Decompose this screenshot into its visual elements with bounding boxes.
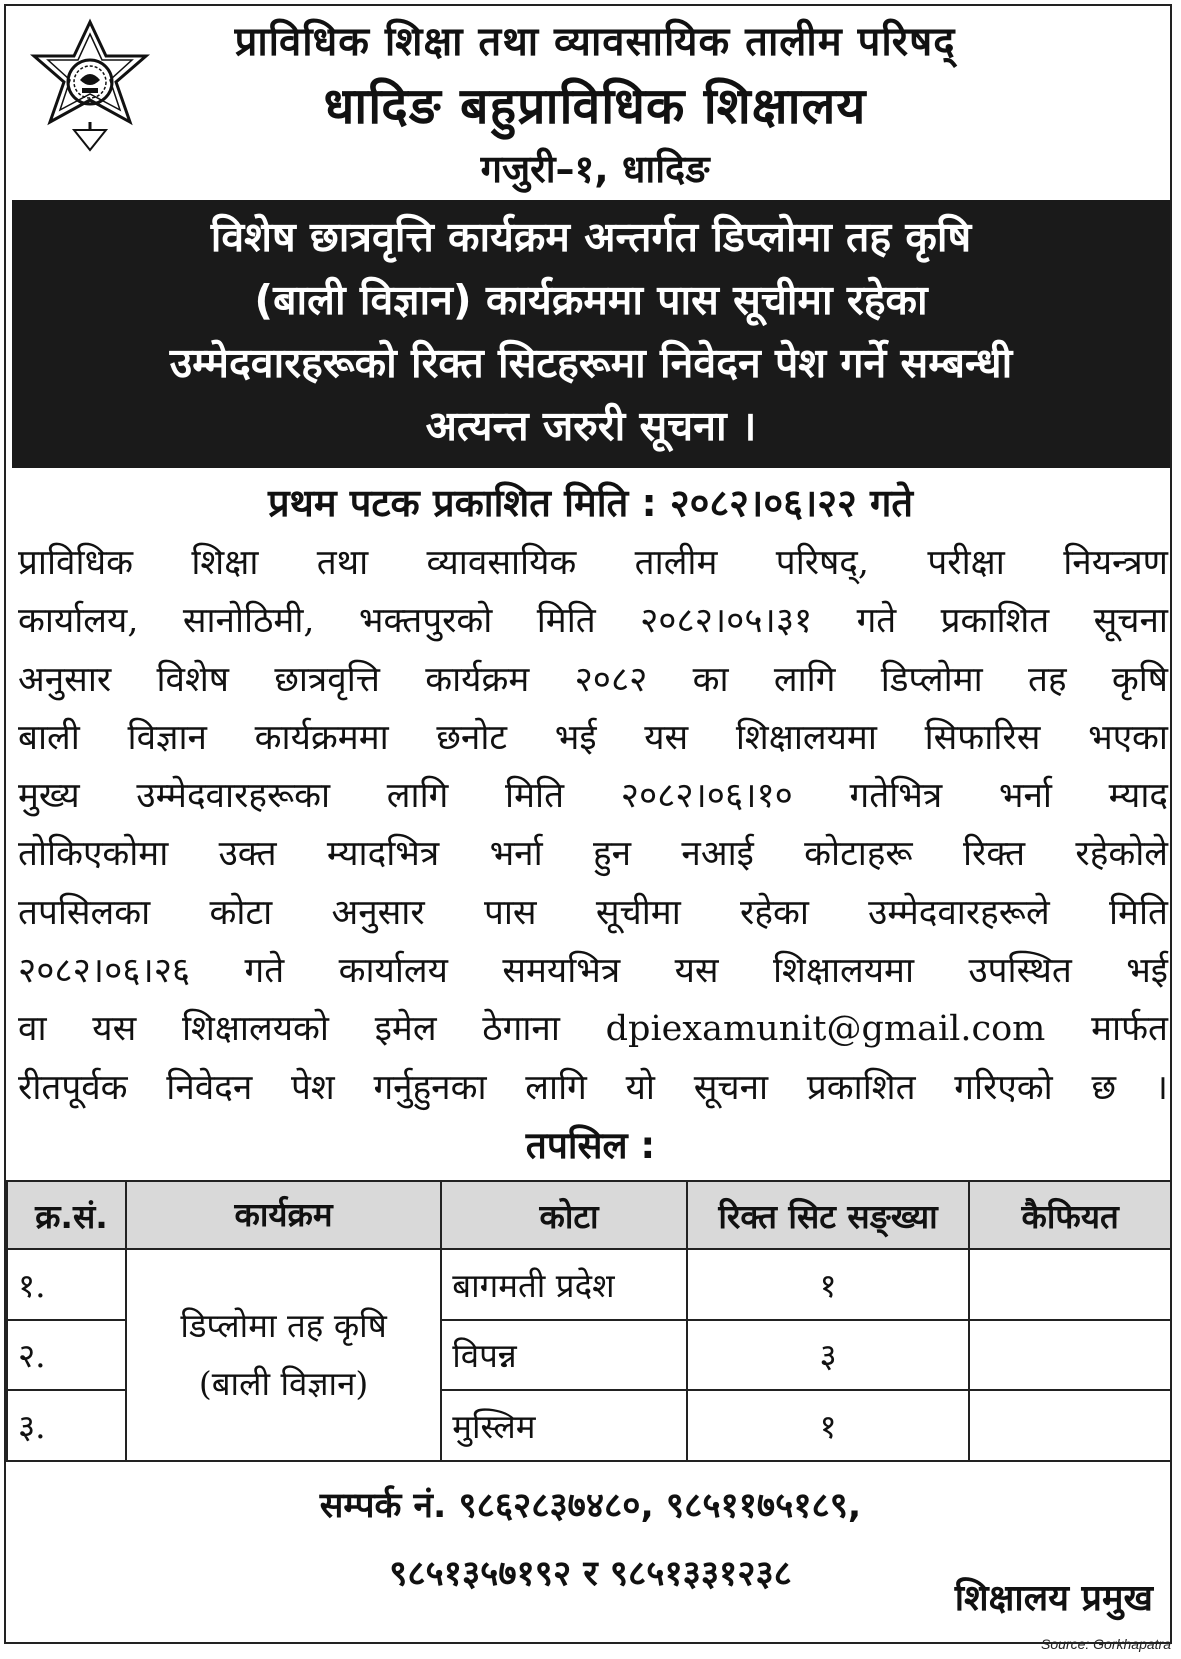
body-line: रीतपूर्वक निवेदन पेश गर्नुहुनका लागि यो सूचना प्रकाशित गरिएको छ । [18, 1067, 1168, 1108]
table-row [7, 1249, 1171, 1320]
body-line: वा यस शिक्षालयको इमेल ठेगाना dpiexamunit@gmail.com मार्फत [18, 1009, 1168, 1050]
contact-line: ९८५१३५७१९२ र ९८५१३३१२३८ [389, 1554, 792, 1594]
program-line: डिप्लोमा तह कृषि [180, 1306, 387, 1345]
header-serial: क्र.सं. [7, 1181, 126, 1249]
body-line: अनुसार विशेष छात्रवृत्ति कार्यक्रम २०८२ का लागि डिप्लोमा तह कृषि [18, 659, 1168, 700]
header-quota: कोटा [441, 1181, 687, 1249]
body-line: प्राविधिक शिक्षा तथा व्यावसायिक तालीम परिषद्, परीक्षा नियन्त्रण [18, 543, 1168, 583]
cell-quota: मुस्लिम [441, 1390, 687, 1461]
cell-quota: विपन्न [441, 1320, 687, 1391]
cell-seats: ३ [687, 1320, 969, 1391]
source-credit: Source: Gorkhapatra [1041, 1636, 1171, 1652]
banner-line: उम्मेदवारहरूको रिक्त सिटहरूमा निवेदन पेश गर्ने सम्बन्धी [169, 339, 1013, 387]
school-name: धादिङ बहुप्राविधिक शिक्षालय [323, 77, 867, 135]
cell-seats: १ [687, 1249, 969, 1320]
cell-quota: बागमती प्रदेश [441, 1249, 687, 1320]
government-emblem-icon [24, 18, 156, 154]
header-vacant-seats: रिक्त सिट सङ्ख्या [687, 1181, 969, 1249]
header-remarks: कैफियत [969, 1181, 1171, 1249]
body-line: मुख्य उम्मेदवारहरूका लागि मिति २०८२।०६।१० गतेभित्र भर्ना म्याद [18, 776, 1168, 817]
banner-line: (बाली विज्ञान) कार्यक्रममा पास सूचीमा रहेका [254, 276, 928, 324]
cell-remarks [969, 1390, 1171, 1461]
cell-seats: १ [687, 1390, 969, 1461]
signatory: शिक्षालय प्रमुख [954, 1578, 1153, 1619]
contact-line: सम्पर्क नं. ९८६२८३७४८०, ९८५११७५१८९, [319, 1486, 862, 1526]
body-line: तपसिलका कोटा अनुसार पास सूचीमा रहेका उम्मेदवारहरूले मिति [18, 892, 1168, 933]
cell-program [126, 1249, 441, 1461]
body-line: कार्यालय, सानोठिमी, भक्तपुरको मिति २०८२।०५।३१ गते प्रकाशित सूचना [18, 601, 1168, 642]
table-header-row [7, 1181, 1171, 1249]
quota-table [6, 1180, 1172, 1462]
council-name: प्राविधिक शिक्षा तथा व्यावसायिक तालीम परिषद् [234, 19, 956, 65]
school-address: गजुरी–१, धादिङ [480, 147, 710, 191]
first-published-date: प्रथम पटक प्रकाशित मिति : २०८२।०६।२२ गते [267, 481, 914, 525]
program-line: (बाली विज्ञान) [198, 1364, 369, 1403]
cell-serial: २. [7, 1320, 126, 1391]
notice-title-banner [12, 200, 1170, 468]
body-line: तोकिएकोमा उक्त म्यादभित्र भर्ना हुन नआई कोटाहरू रिक्त रहेकोले [18, 834, 1168, 875]
banner-line: अत्यन्त जरुरी सूचना । [425, 402, 757, 450]
body-line: बाली विज्ञान कार्यक्रममा छनोट भई यस शिक्षालयमा सिफारिस भएका [18, 717, 1168, 758]
cell-remarks [969, 1320, 1171, 1391]
header-program: कार्यक्रम [126, 1181, 441, 1249]
cell-serial: १. [7, 1249, 126, 1320]
cell-remarks [969, 1249, 1171, 1320]
notice-body [18, 534, 1168, 1117]
schedule-heading: तपसिल : [525, 1124, 656, 1167]
body-line: २०८२।०६।२६ गते कार्यालय समयभित्र यस शिक्षालयमा उपस्थित भई [18, 951, 1168, 992]
banner-line: विशेष छात्रवृत्ति कार्यक्रम अन्तर्गत डिप्लोमा तह कृषि [210, 213, 972, 261]
cell-serial: ३. [7, 1390, 126, 1461]
